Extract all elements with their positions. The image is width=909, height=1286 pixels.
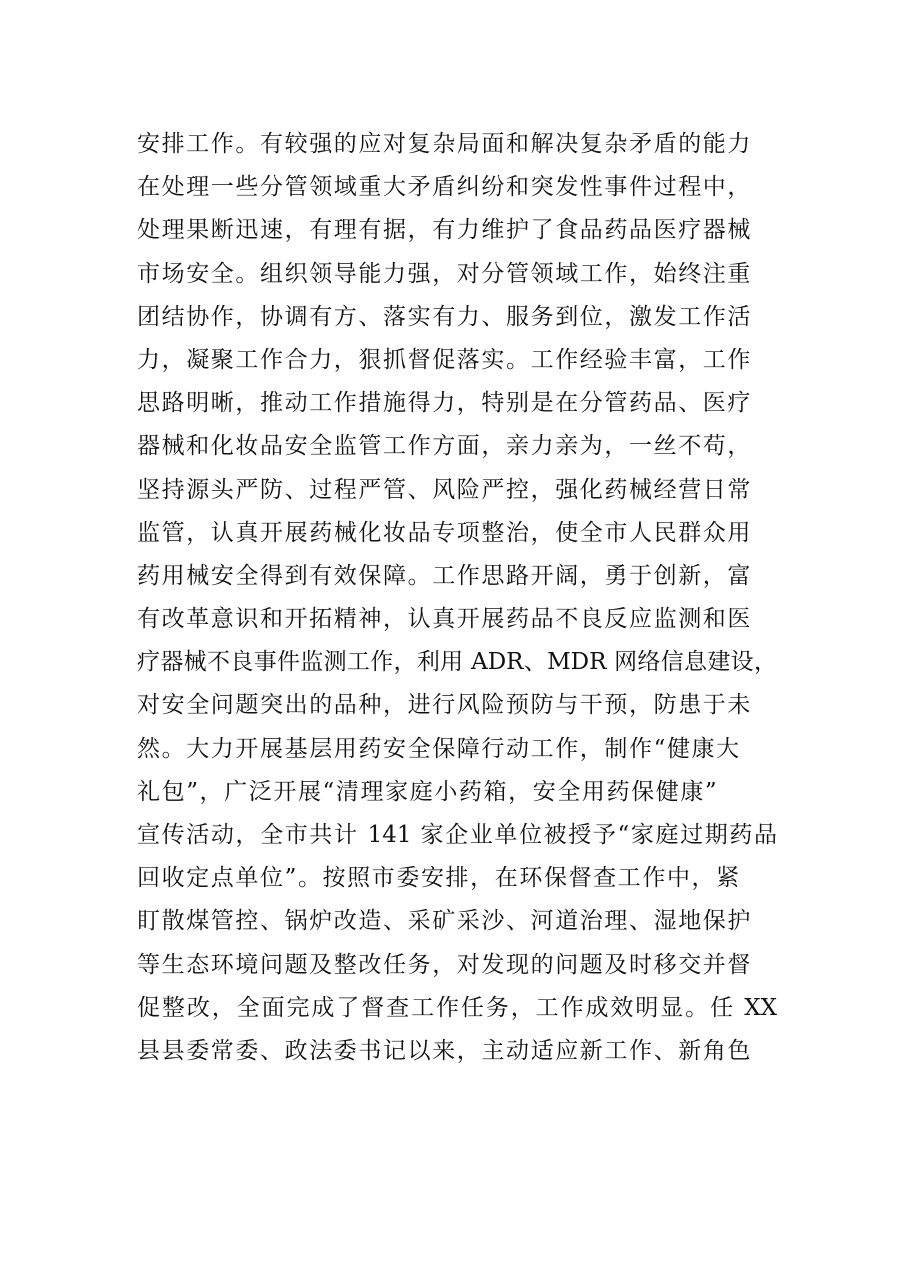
text-line: 有改革意识和开拓精神，认真开展药品不良反应监测和医 [137, 606, 752, 633]
text-line: 力，凝聚工作合力，狠抓督促落实。工作经验丰富，工作 [137, 346, 752, 373]
text-line: 处理果断迅速，有理有据，有力维护了食品药品医疗器械 [137, 217, 752, 244]
text-line: 坚持源头严防、过程严管、风险严控，强化药械经营日常 [137, 476, 752, 503]
text-line: 盯散煤管控、锅炉改造、采矿采沙、河道治理、湿地保护 [137, 908, 752, 935]
text-line: 礼包”，广泛开展“清理家庭小药箱，安全用药保健康” [137, 778, 719, 805]
text-line: 团结协作，协调有方、落实有力、服务到位，激发工作活 [137, 303, 752, 330]
text-line: 药用械安全得到有效保障。工作思路开阔，勇于创新，富 [137, 562, 752, 589]
text-line: 安排工作。有较强的应对复杂局面和解决复杂矛盾的能力 [137, 131, 752, 157]
text-line: 对安全问题突出的品种，进行风险预防与干预，防患于未 [137, 692, 752, 719]
text-line: 市场安全。组织领导能力强，对分管领域工作，始终注重 [137, 260, 752, 287]
text-line: 等生态环境问题及整改任务，对发现的问题及时移交并督 [137, 951, 752, 978]
text-line: 然。大力开展基层用药安全保障行动工作，制作“健康大 [137, 735, 741, 762]
text-line: 思路明晰，推动工作措施得力，特别是在分管药品、医疗 [137, 390, 752, 417]
text-line: 器械和化妆品安全监管工作方面，亲力亲为，一丝不苟， [137, 433, 752, 460]
text-line: 促整改，全面完成了督查工作任务，工作成效明显。任 XX [137, 994, 777, 1021]
text-line: 县县委常委、政法委书记以来，主动适应新工作、新角色 [137, 1037, 752, 1064]
text-line: 监管，认真开展药械化妆品专项整治，使全市人民群众用 [137, 519, 752, 546]
text-line: 在处理一些分管领域重大矛盾纠纷和突发性事件过程中， [137, 174, 752, 201]
body-paragraph [137, 123, 777, 1073]
text-line: 回收定点单位”。按照市委安排，在环保督查工作中，紧 [137, 865, 741, 892]
text-line: 疗器械不良事件监测工作，利用 ADR、MDR 网络信息建设， [137, 649, 777, 676]
text-line: 宣传活动，全市共计 141 家企业单位被授予“家庭过期药品 [137, 822, 777, 848]
